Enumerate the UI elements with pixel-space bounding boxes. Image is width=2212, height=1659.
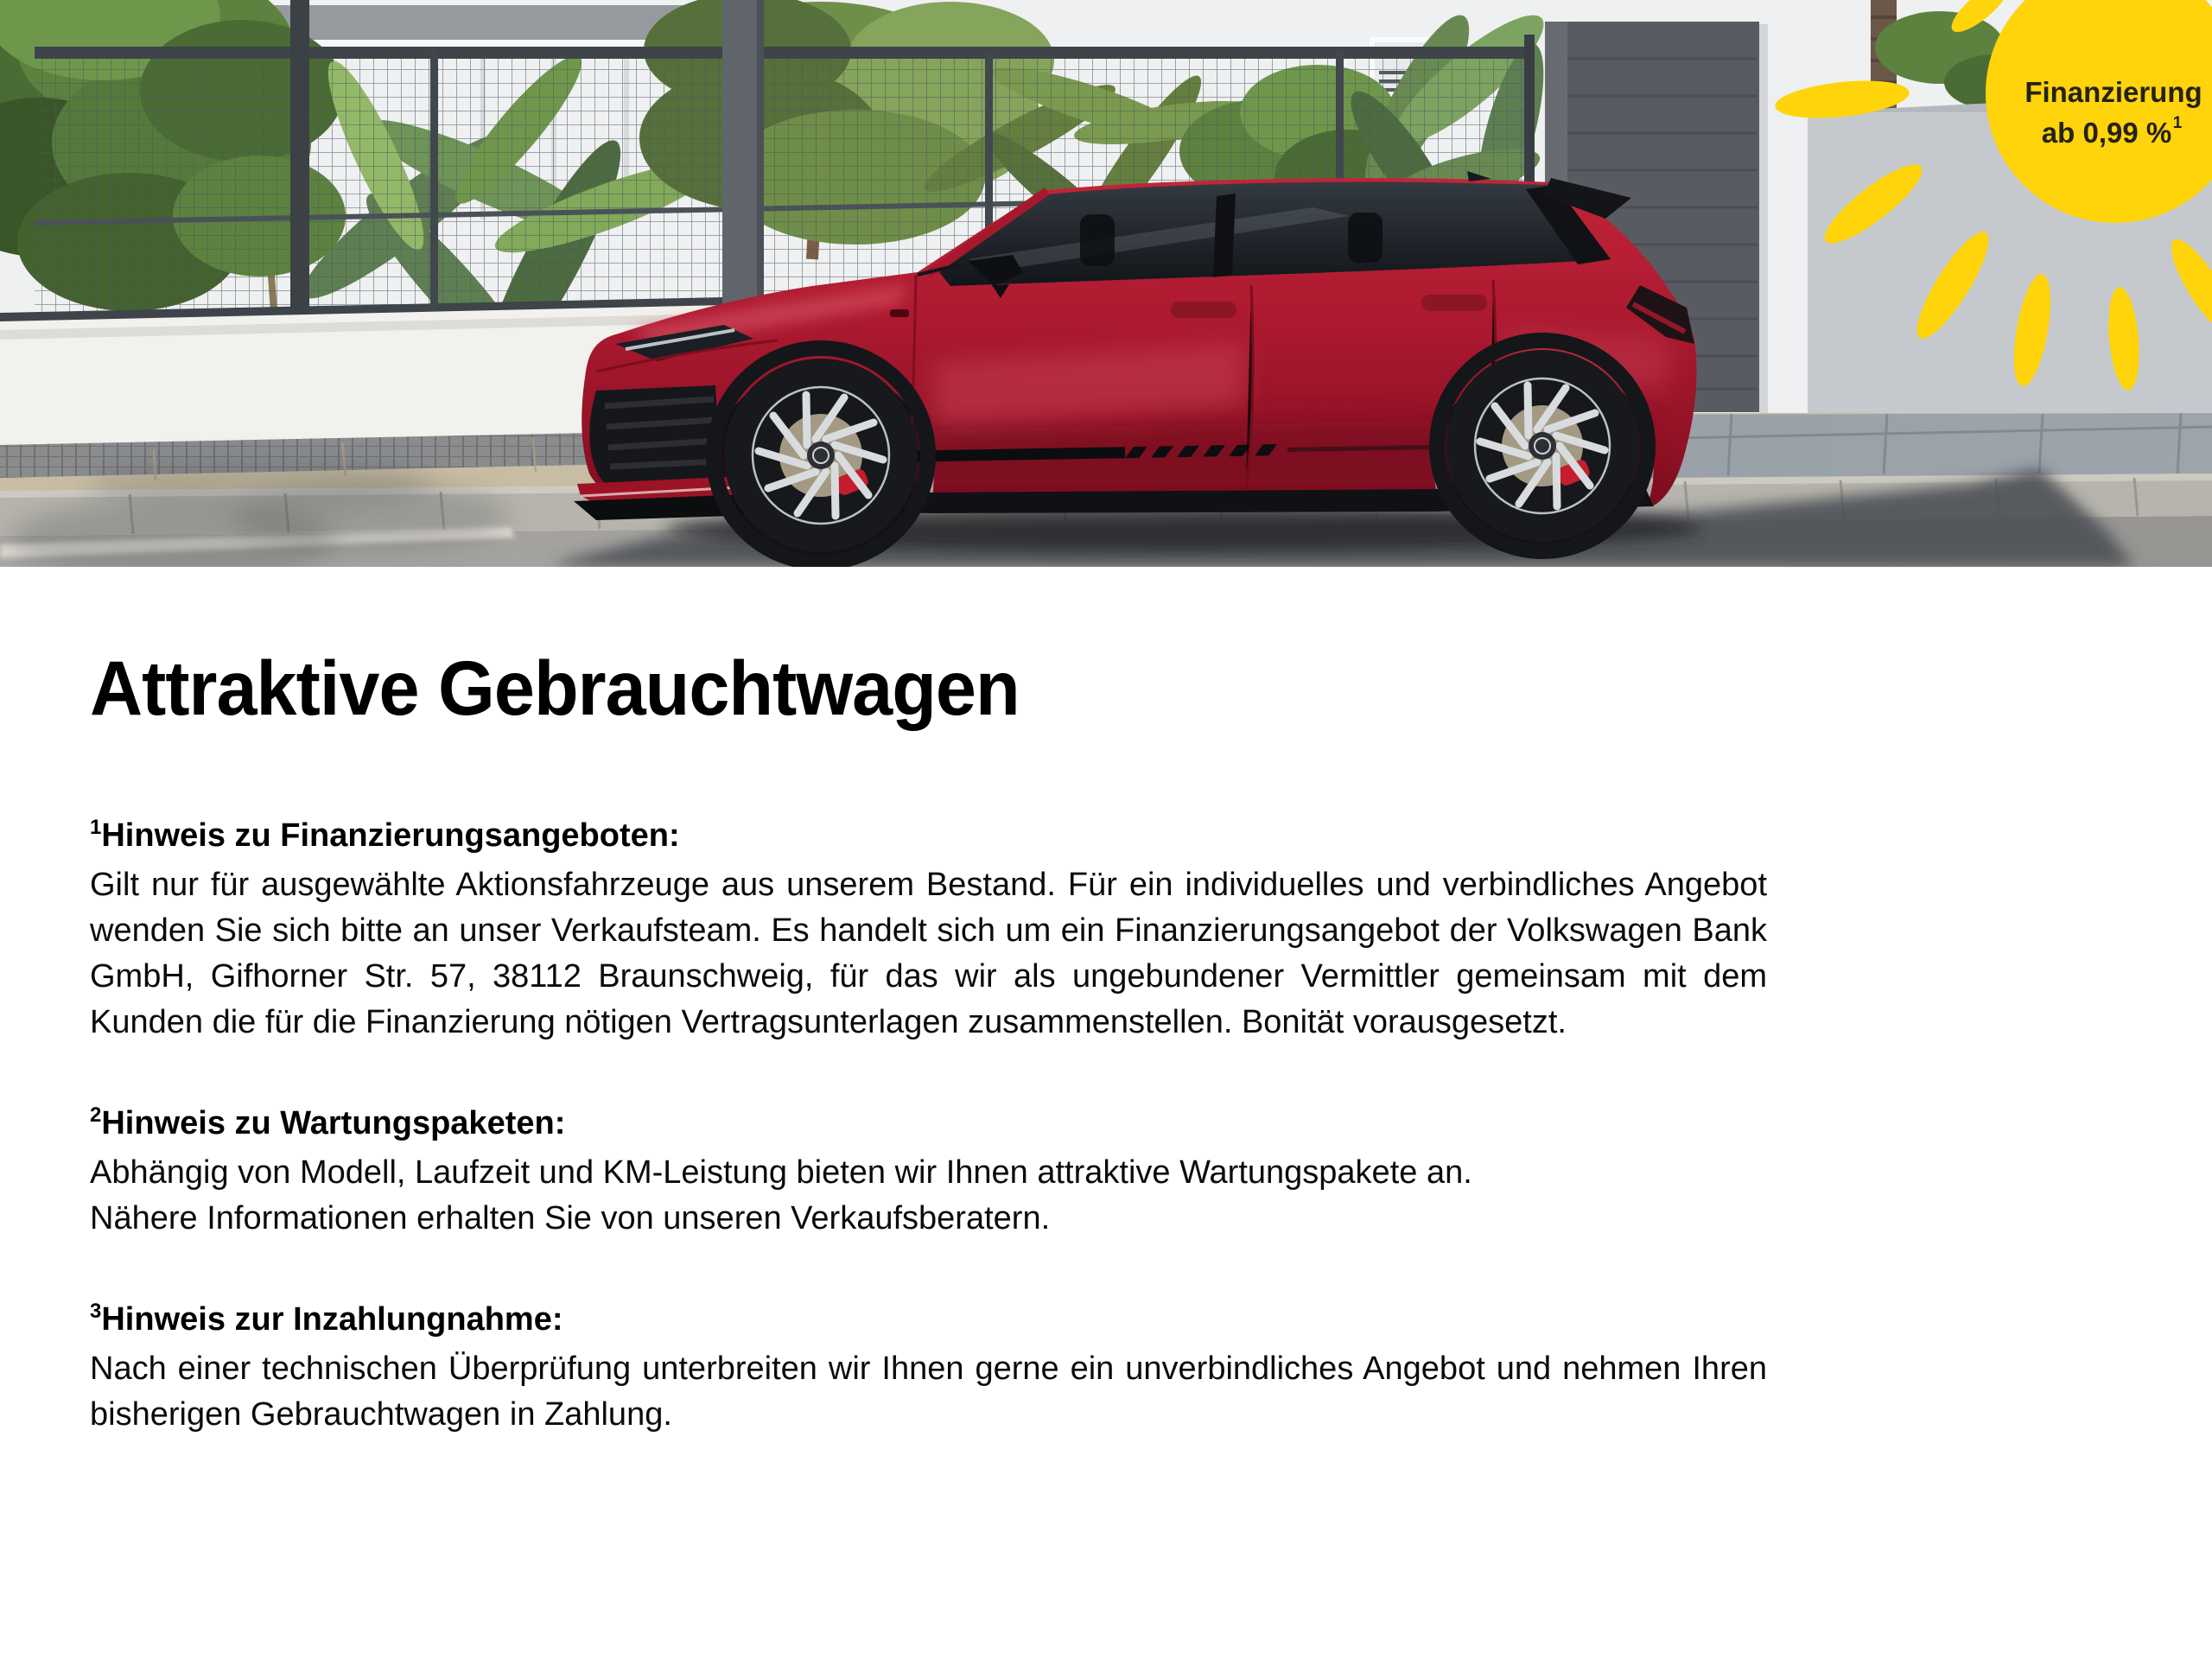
- note-line-2: Nähere Informationen erhalten Sie von unseren Verkaufsberatern.: [90, 1200, 1051, 1236]
- footnote-sup: 3: [90, 1300, 102, 1323]
- front-wheel: [724, 359, 918, 552]
- footnote-sup: 1: [90, 816, 102, 839]
- note-heading: [90, 1297, 1767, 1346]
- note-body: [90, 1150, 1767, 1242]
- footnote-sup: 2: [90, 1103, 102, 1127]
- note-body: Gilt nur für ausgewählte Aktionsfahrzeuge aus unserem Bestand. Für ein individuelles und verbindliches Angebot wenden Sie sich bitte an unser Verkaufsteam. Es handelt sich um ein Finanzierungsangebot der Volkswagen Bank GmbH, Gifhorner Str. 57, 38112 Braunschweig, für das wir als ungebundener Vermittler gemeinsam mit dem Kunden die für die Finanzierung nötigen Vertragsunterlagen zusammenstellen. Bonität vorausgesetzt.: [90, 867, 1767, 1040]
- text-section: [0, 567, 2212, 1438]
- gti-badge: [890, 309, 909, 317]
- hero-photo: [0, 0, 2212, 567]
- note-heading: [90, 813, 1767, 862]
- badge-line2: ab 0,99 %: [2041, 117, 2172, 149]
- note-heading: [90, 1101, 1767, 1150]
- hero-photo-illustration: [0, 0, 2212, 567]
- page-title: Attraktive Gebrauchtwagen: [90, 645, 1020, 731]
- note-maintenance: [90, 1101, 1767, 1242]
- note-line-1: Abhängig von Modell, Laufzeit und KM-Leistung bieten wir Ihnen attraktive Wartungspakete an.: [90, 1154, 1472, 1191]
- door-handle-front: [1171, 302, 1236, 318]
- note-trade-in: [90, 1297, 1767, 1438]
- note-heading-text: Hinweis zu Finanzierungsangeboten:: [101, 817, 680, 854]
- note-heading-text: Hinweis zur Inzahlungnahme:: [101, 1301, 563, 1338]
- note-heading-text: Hinweis zu Wartungspaketen:: [101, 1105, 566, 1141]
- b-pillar: [1213, 194, 1236, 277]
- door-handle-rear: [1421, 295, 1487, 311]
- badge-line1: Finanzierung: [2024, 76, 2202, 108]
- rear-wheel: [1446, 350, 1638, 542]
- note-financing: [90, 813, 1767, 1046]
- badge-sup: 1: [2172, 114, 2183, 132]
- note-body: Nach einer technischen Überprüfung unterbreiten wir Ihnen gerne ein unverbindliches Angebot und nehmen Ihren bisherigen Gebrauchtwagen in Zahlung.: [90, 1351, 1767, 1433]
